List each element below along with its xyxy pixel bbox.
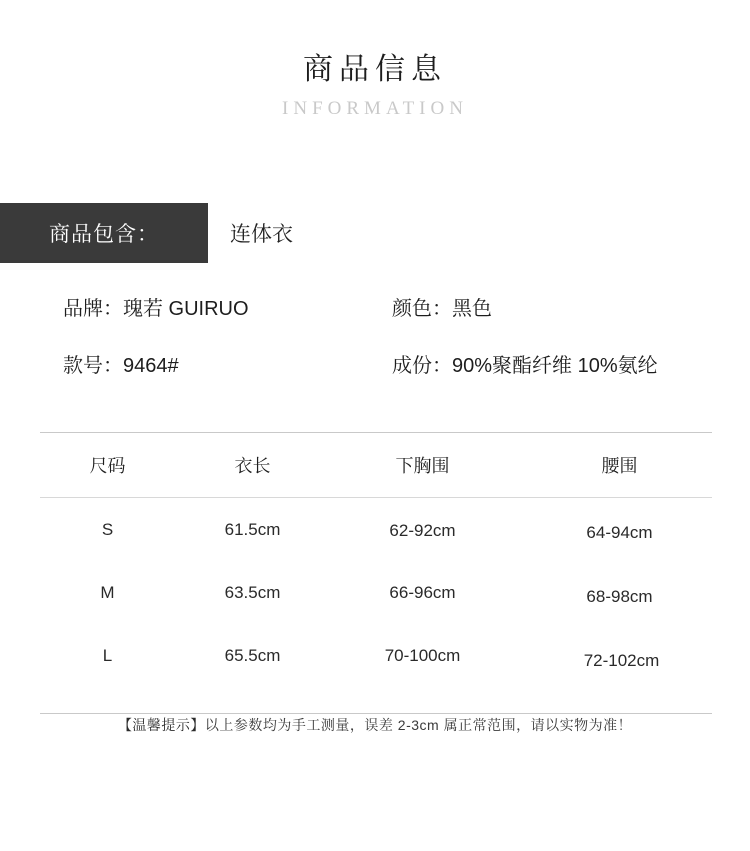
- table-rule-bottom: [40, 713, 712, 714]
- note-text: 以上参数均为手工测量，误差 2-3cm 属正常范围，请以实物为准！: [204, 717, 633, 733]
- cell-length: 65.5cm: [224, 645, 281, 665]
- page-title: 商品信息: [303, 53, 447, 86]
- attribute-row: [0, 296, 750, 322]
- page-header: [0, 0, 750, 120]
- cell-waist: 64-94cm: [586, 522, 653, 542]
- header-waist: 腰围: [601, 456, 638, 476]
- attribute-color: 颜色：黑色: [392, 298, 492, 320]
- note-tip-label: 【温馨提示】: [117, 717, 205, 733]
- measurement-note: [0, 715, 750, 735]
- table-row: [40, 561, 712, 624]
- header-length: 衣长: [234, 456, 271, 476]
- attribute-row: [0, 353, 750, 379]
- cell-length: 63.5cm: [224, 582, 281, 602]
- cell-waist: 68-98cm: [586, 586, 653, 606]
- table-row: [40, 498, 712, 561]
- included-label: 商品包含：: [0, 203, 208, 263]
- attribute-style-number: 款号：9464#: [63, 355, 179, 377]
- header-size: 尺码: [89, 456, 126, 476]
- attribute-brand: 品牌：瑰若 GUIRUO: [63, 298, 249, 320]
- header-underbust: 下胸围: [395, 456, 450, 476]
- cell-underbust: 62-92cm: [389, 520, 456, 540]
- table-row: [40, 624, 712, 687]
- cell-underbust: 66-96cm: [389, 582, 456, 602]
- cell-waist: 72-102cm: [583, 650, 660, 670]
- cell-size: L: [102, 645, 113, 665]
- attribute-list: [0, 296, 750, 410]
- included-band: [0, 203, 750, 263]
- cell-underbust: 70-100cm: [384, 645, 461, 665]
- size-table: [40, 432, 712, 714]
- included-value: 连体衣: [208, 203, 750, 263]
- table-header-row: [40, 433, 712, 497]
- cell-size: S: [101, 519, 114, 539]
- page-subtitle: INFORMATION: [282, 98, 468, 119]
- cell-size: M: [100, 582, 115, 602]
- attribute-composition: 成份：90%聚酯纤维 10%氨纶: [392, 355, 658, 377]
- cell-length: 61.5cm: [224, 519, 281, 539]
